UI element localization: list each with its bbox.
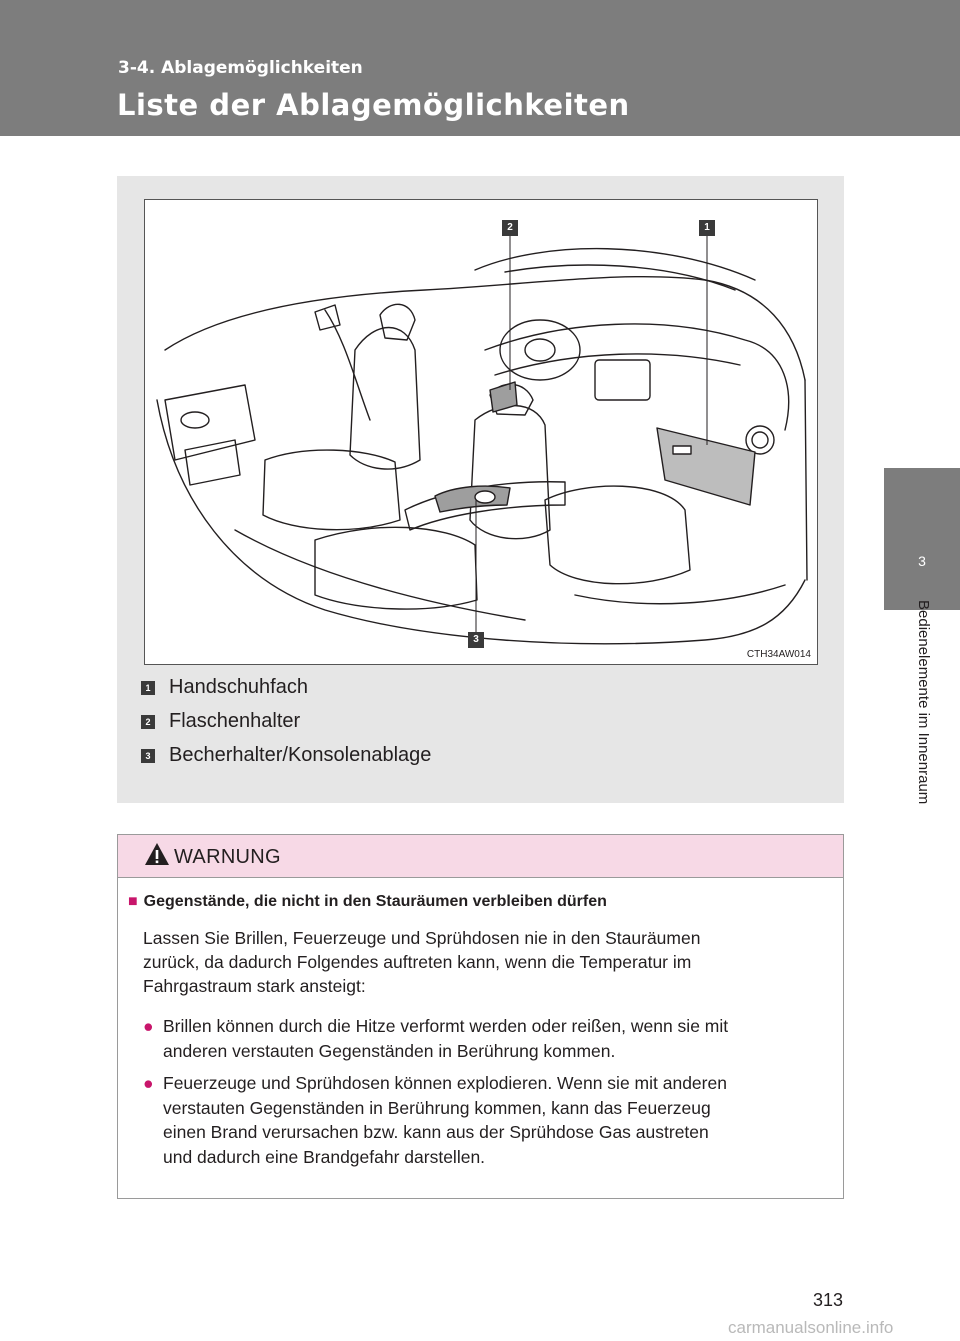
chapter-label: Bedienelemente im Innenraum	[915, 600, 932, 805]
warning-paragraph-line: Lassen Sie Brillen, Feuerzeuge und Sprühdosen nie in den Stauräumen	[143, 928, 701, 948]
bullet-dot-icon: ●	[143, 1073, 154, 1093]
square-bullet-icon: ■	[128, 893, 138, 910]
legend-number: 3	[141, 749, 155, 763]
interior-illustration	[144, 199, 818, 665]
warning-bullet	[143, 1014, 831, 1063]
warning-header	[118, 835, 843, 878]
chapter-tab	[884, 468, 960, 610]
figure-code: CTH34AW014	[746, 649, 811, 660]
warning-paragraph-line: zurück, da dadurch Folgendes auftreten kann, wenn die Temperatur im	[143, 952, 692, 972]
warning-heading-text: Gegenstände, die nicht in den Stauräumen verbleiben dürfen	[143, 893, 607, 910]
bullet-line: anderen verstauten Gegenständen in Berührung kommen.	[163, 1040, 616, 1061]
legend-number: 1	[141, 681, 155, 695]
legend-label: Becherhalter/Konsolenablage	[169, 744, 432, 766]
warning-heading	[128, 893, 607, 911]
car-interior-drawing	[145, 200, 817, 664]
legend-label: Handschuhfach	[169, 676, 308, 698]
bullet-line: einen Brand verursachen bzw. kann aus der Sprühdose Gas austreten	[163, 1122, 709, 1142]
warning-box	[117, 834, 844, 1199]
chapter-number: 3	[918, 553, 926, 569]
legend-label: Flaschenhalter	[169, 710, 301, 732]
chapter-label-container	[860, 600, 960, 890]
warning-bullet	[143, 1071, 831, 1169]
legend-number: 2	[141, 715, 155, 729]
callout-2: 2	[502, 220, 518, 236]
bullet-line: verstauten Gegenständen in Berührung kommen, kann das Feuerzeug	[163, 1097, 711, 1118]
watermark: carmanualsonline.info	[728, 1318, 894, 1337]
section-label: 3-4. Ablagemöglichkeiten	[118, 58, 363, 78]
bullet-line: Feuerzeuge und Sprühdosen können explodieren. Wenn sie mit anderen	[163, 1073, 727, 1093]
warning-title: WARNUNG	[174, 846, 281, 868]
bullet-dot-icon: ●	[143, 1016, 154, 1036]
bullet-line: und dadurch eine Brandgefahr darstellen.	[163, 1146, 486, 1167]
page-number: 313	[813, 1290, 844, 1310]
warning-paragraph-line: Fahrgastraum stark ansteigt:	[143, 976, 366, 996]
bullet-line: Brillen können durch die Hitze verformt werden oder reißen, wenn sie mit	[163, 1016, 729, 1036]
page-title: Liste der Ablagemöglichkeiten	[117, 88, 630, 122]
warning-triangle-icon	[144, 842, 170, 866]
callout-3: 3	[468, 632, 484, 648]
callout-1: 1	[699, 220, 715, 236]
